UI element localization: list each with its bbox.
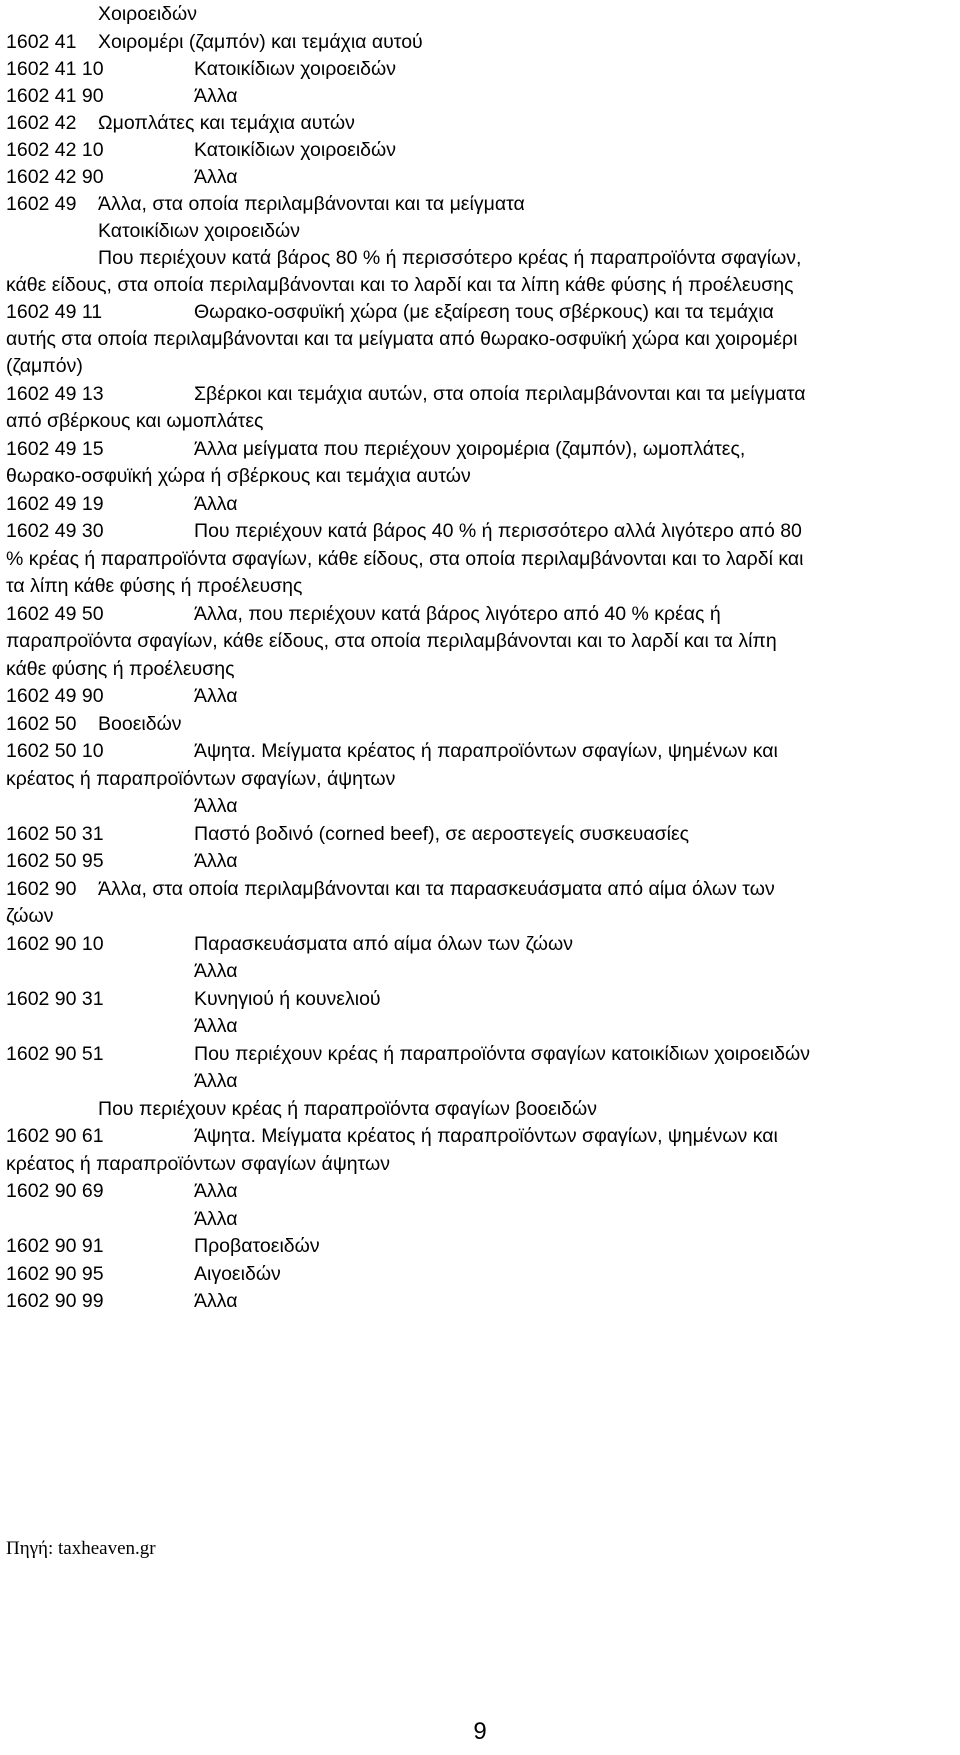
tariff-code: 1602 42 90 xyxy=(6,166,104,188)
source-note: Πηγή: taxheaven.gr xyxy=(6,1538,156,1559)
tariff-code: 1602 41 90 xyxy=(6,85,104,107)
tariff-description: Άλλα xyxy=(194,685,238,707)
tariff-description: Κυνηγιού ή κουνελιού xyxy=(194,988,381,1010)
line-text: κάθε είδους, στα οποία περιλαμβάνονται και το λαρδί και τα λίπη κάθε φύσης ή προέλευσης xyxy=(6,274,794,296)
tariff-description: Αιγοειδών xyxy=(194,1263,281,1285)
tariff-description: Ωμοπλάτες και τεμάχια αυτών xyxy=(98,112,355,134)
tariff-code: 1602 50 31 xyxy=(6,823,104,845)
tariff-description: Σβέρκοι και τεμάχια αυτών, στα οποία περιλαμβάνονται και τα μείγματα xyxy=(194,383,806,405)
tariff-code: 1602 50 xyxy=(6,713,77,735)
tariff-code: 1602 49 xyxy=(6,193,77,215)
tariff-code: 1602 90 31 xyxy=(6,988,104,1010)
tariff-code: 1602 41 xyxy=(6,31,77,53)
tariff-code: 1602 90 99 xyxy=(6,1290,104,1312)
line-text: κρέατος ή παραπροϊόντων σφαγίων άψητων xyxy=(6,1153,390,1175)
tariff-code: 1602 49 30 xyxy=(6,520,104,542)
tariff-code: 1602 49 50 xyxy=(6,603,104,625)
line-text: κρέατος ή παραπροϊόντων σφαγίων, άψητων xyxy=(6,768,396,790)
tariff-code: 1602 49 90 xyxy=(6,685,104,707)
tariff-code: 1602 42 xyxy=(6,112,77,134)
tariff-code: 1602 90 91 xyxy=(6,1235,104,1257)
tariff-code: 1602 90 51 xyxy=(6,1043,104,1065)
tariff-description: Θωρακο-οσφυϊκή χώρα (με εξαίρεση τους σβέρκους) και τα τεμάχια xyxy=(194,301,774,323)
line-text: % κρέας ή παραπροϊόντα σφαγίων, κάθε είδους, στα οποία περιλαμβάνονται και το λαρδί και xyxy=(6,548,804,570)
tariff-code: 1602 50 95 xyxy=(6,850,104,872)
tariff-code: 1602 90 10 xyxy=(6,933,104,955)
tariff-description: Άψητα. Μείγματα κρέατος ή παραπροϊόντων σφαγίων, ψημένων και xyxy=(194,1125,778,1147)
tariff-description: Άλλα xyxy=(194,1290,238,1312)
tariff-description: Άλλα, που περιέχουν κατά βάρος λιγότερο από 40 % κρέας ή xyxy=(194,603,721,625)
tariff-description: Κατοικίδιων χοιροειδών xyxy=(194,139,396,161)
tariff-code: 1602 90 xyxy=(6,878,77,900)
heading-line xyxy=(6,0,197,28)
tariff-description: Άψητα. Μείγματα κρέατος ή παραπροϊόντων σφαγίων, ψημένων και xyxy=(194,740,778,762)
tariff-description: Άλλα xyxy=(194,85,238,107)
line-text: παραπροϊόντα σφαγίων, κάθε είδους, στα οποία περιλαμβάνονται και το λαρδί και τα λίπη xyxy=(6,630,777,652)
line-text: Άλλα xyxy=(194,795,238,817)
line-text: θωρακο-οσφυϊκή χώρα ή σβέρκους και τεμάχια αυτών xyxy=(6,465,471,487)
line-text: Κατοικίδιων χοιροειδών xyxy=(98,220,300,242)
tariff-description: Παστό βοδινό (corned beef), σε αεροστεγείς συσκευασίες xyxy=(194,823,690,845)
tariff-description: Άλλα xyxy=(194,493,238,515)
tariff-code: 1602 90 95 xyxy=(6,1263,104,1285)
tariff-description: Χοιρομέρι (ζαμπόν) και τεμάχια αυτού xyxy=(98,31,423,53)
tariff-description: Που περιέχουν κρέας ή παραπροϊόντα σφαγίων κατοικίδιων χοιροειδών xyxy=(194,1043,810,1065)
tariff-description: Άλλα xyxy=(194,850,238,872)
line-text: από σβέρκους και ωμοπλάτες xyxy=(6,410,264,432)
line-text: (ζαμπόν) xyxy=(6,355,83,377)
tariff-code: 1602 90 69 xyxy=(6,1180,104,1202)
tariff-description: Κατοικίδιων χοιροειδών xyxy=(194,58,396,80)
tariff-code: 1602 90 61 xyxy=(6,1125,104,1147)
tariff-code: 1602 42 10 xyxy=(6,139,104,161)
line-text: ζώων xyxy=(6,905,54,927)
line-text: Άλλα xyxy=(194,1070,238,1092)
line-text: Που περιέχουν κρέας ή παραπροϊόντα σφαγίων βοοειδών xyxy=(98,1098,597,1120)
line-text: Άλλα xyxy=(194,1208,238,1230)
tariff-description: Που περιέχουν κατά βάρος 40 % ή περισσότερο αλλά λιγότερο από 80 xyxy=(194,520,802,542)
tariff-description: Άλλα, στα οποία περιλαμβάνονται και τα μείγματα xyxy=(98,193,525,215)
page-number: 9 xyxy=(473,1718,487,1745)
tariff-description: Άλλα, στα οποία περιλαμβάνονται και τα παρασκευάσματα από αίμα όλων των xyxy=(98,878,775,900)
tariff-code: 1602 49 11 xyxy=(6,301,103,323)
line-text: Άλλα xyxy=(194,960,238,982)
tariff-description: Προβατοειδών xyxy=(194,1235,320,1257)
tariff-description: Άλλα xyxy=(194,166,238,188)
tariff-code: 1602 49 13 xyxy=(6,383,104,405)
line-text: τα λίπη κάθε φύσης ή προέλευσης xyxy=(6,575,303,597)
tariff-code: 1602 41 10 xyxy=(6,58,104,80)
line-text: κάθε φύσης ή προέλευσης xyxy=(6,658,235,680)
tariff-code: 1602 49 19 xyxy=(6,493,104,515)
line-text: Άλλα xyxy=(194,1015,238,1037)
tariff-description: Βοοειδών xyxy=(98,713,182,735)
line-text: Που περιέχουν κατά βάρος 80 % ή περισσότερο κρέας ή παραπροϊόντα σφαγίων, xyxy=(98,247,802,269)
line-text: αυτής στα οποία περιλαμβάνονται και τα μείγματα από θωρακο-οσφυϊκή χώρα και χοιρομέρι xyxy=(6,328,798,350)
tariff-description: Παρασκευάσματα από αίμα όλων των ζώων xyxy=(194,933,573,955)
tariff-code: 1602 50 10 xyxy=(6,740,104,762)
tariff-code: 1602 49 15 xyxy=(6,438,104,460)
line-text: Χοιροειδών xyxy=(98,3,197,25)
tariff-description: Άλλα μείγματα που περιέχουν χοιρομέρια (ζαμπόν), ωμοπλάτες, xyxy=(194,438,746,460)
tariff-description: Άλλα xyxy=(194,1180,238,1202)
